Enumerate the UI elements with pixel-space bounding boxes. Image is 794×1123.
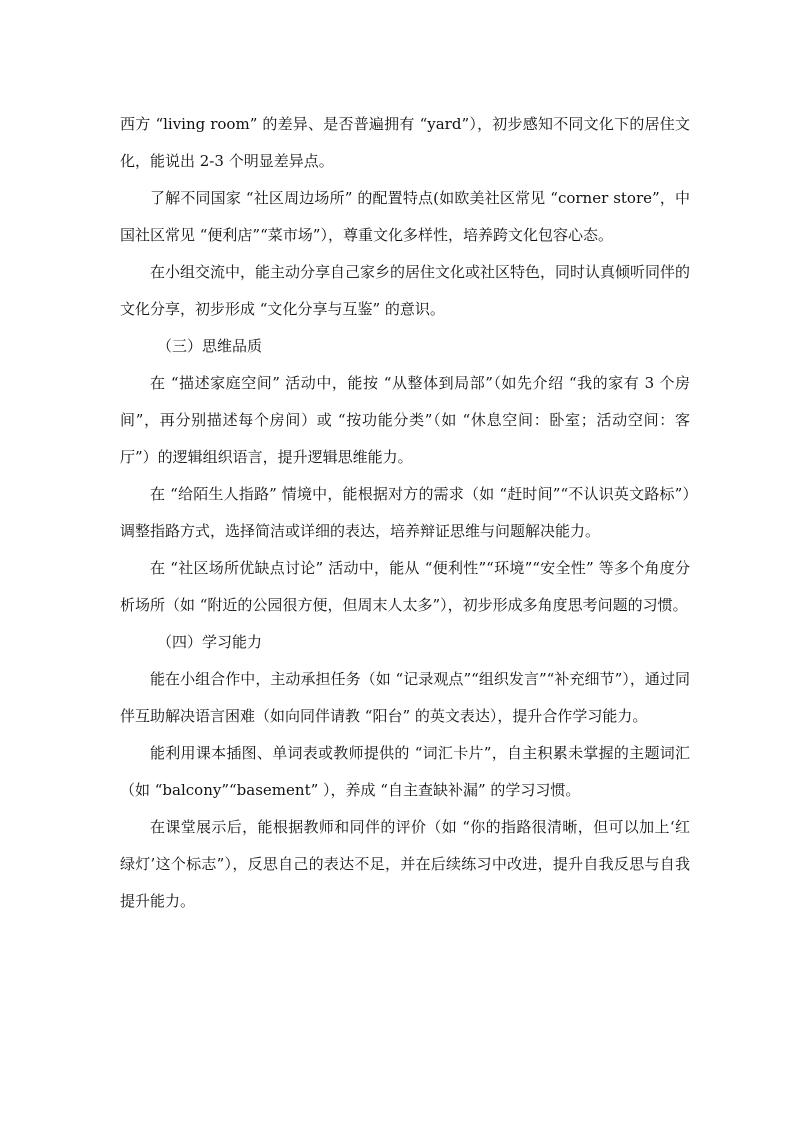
para-group-cooperation: 能在小组合作中，主动承担任务（如 “记录观点”“组织发言”“补充细节”），通过同伴互助解决语言困难（如向同伴请教 “阳台” 的英文表达），提升合作学习能力。 xyxy=(120,670,690,725)
heading-learning-ability: （四）学习能力 xyxy=(157,633,263,651)
para-culture-diff-continued: 西方 “living room” 的差异、是否普遍拥有 “yard”），初步感知不同文化下的居住文化，能说出 2-3 个明显差异点。 xyxy=(120,115,690,170)
para-vocab-cards: 能利用课本插图、单词表或教师提供的 “词汇卡片”，自主积累未掌握的主题词汇（如 “balcony”“basement” ），养成 “自主查缺补漏” 的学习习惯。 xyxy=(120,744,690,799)
para-self-reflection: 在课堂展示后，能根据教师和同伴的评价（如 “你的指路很清晰，但可以加上‘红绿灯’这个标志”），反思自己的表达不足，并在后续练习中改进，提升自我反思与自我提升能力。 xyxy=(120,818,690,910)
para-describe-home: 在 “描述家庭空间” 活动中，能按 “从整体到局部”（如先介绍 “我的家有 3 个房间”，再分别描述每个房间）或 “按功能分类”（如 “休息空间：卧室；活动空间：客厅”）的逻辑组织语言，提升逻辑思维能力。 xyxy=(120,374,690,466)
document-body xyxy=(120,106,690,920)
para-community-places: 了解不同国家 “社区周边场所” 的配置特点(如欧美社区常见 “corner store”，中国社区常见 “便利店”“菜市场”），尊重文化多样性，培养跨文化包容心态。 xyxy=(120,189,690,244)
para-group-sharing: 在小组交流中，能主动分享自己家乡的居住文化或社区特色，同时认真倾听同伴的文化分享，初步形成 “文化分享与互鉴” 的意识。 xyxy=(120,263,691,318)
heading-thinking-quality: （三）思维品质 xyxy=(157,337,263,355)
para-discuss-places: 在 “社区场所优缺点讨论” 活动中，能从 “便利性”“环境”“安全性” 等多个角度分析场所（如 “附近的公园很方便，但周末人太多”），初步形成多角度思考问题的习惯。 xyxy=(120,559,690,614)
para-give-directions: 在 “给陌生人指路” 情境中，能根据对方的需求（如 “赶时间”“不认识英文路标”）调整指路方式，选择简洁或详细的表达，培养辩证思维与问题解决能力。 xyxy=(120,485,690,540)
